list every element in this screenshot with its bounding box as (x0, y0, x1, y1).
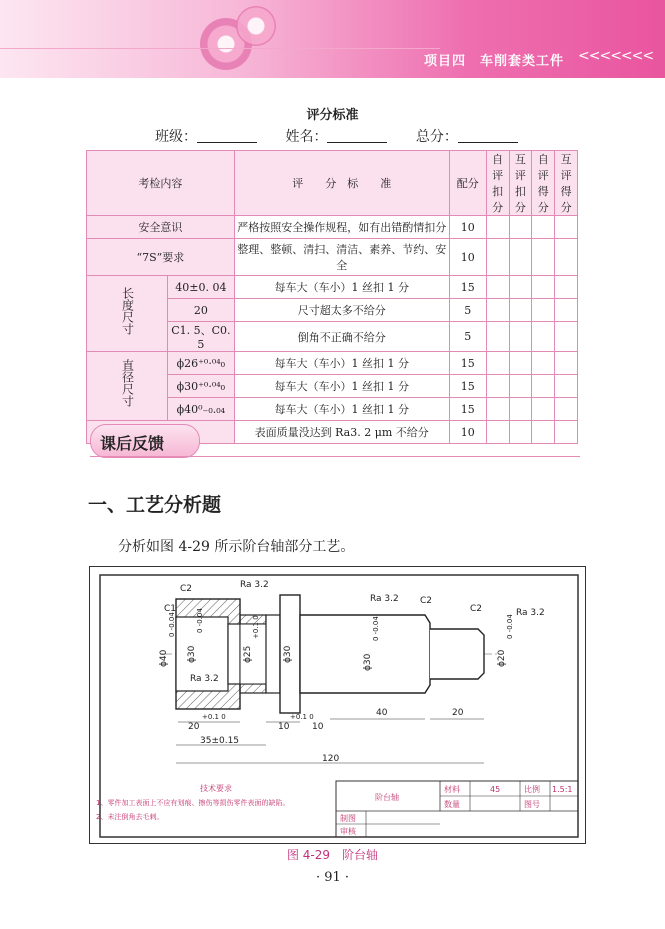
score-cell: 5 (449, 322, 486, 352)
table-header-cell: 自评 得分 (532, 151, 555, 216)
item-cell: “7S”要求 (87, 239, 235, 276)
dim-text: ϕ25 (243, 645, 253, 663)
dim-text: 20 (188, 722, 200, 732)
page-header (0, 0, 665, 78)
shaft-section-20 (430, 629, 484, 679)
item-cell: 40±0. 04 (168, 276, 235, 299)
table-header-cell: 互评 扣分 (509, 151, 532, 216)
header-rule (0, 48, 440, 49)
banner-rule (90, 456, 580, 457)
item-cell: C1. 5、C0. 5 (168, 322, 235, 352)
criteria-cell: 每车大（车小）1 丝扣 1 分 (234, 276, 449, 299)
score-cell: 10 (449, 421, 486, 444)
dim-text: 35±0.15 (200, 736, 240, 746)
roughness-label: Ra 3.2 (370, 594, 399, 604)
score-cell: 15 (449, 375, 486, 398)
gear-icon (236, 6, 276, 46)
score-title: 评分标准 (306, 108, 359, 123)
score-cell: 10 (449, 239, 486, 276)
table-row (87, 276, 578, 299)
total-blank (458, 128, 518, 143)
item-cell: ϕ30⁺⁰·⁰⁴₀ (168, 375, 235, 398)
dim-tol: 0 -0.04 (372, 616, 380, 641)
chamfer-label: C2 (420, 596, 433, 606)
chamfer-label: C2 (180, 584, 193, 594)
technical-drawing (89, 566, 586, 844)
scale-label: 比例 (524, 785, 540, 794)
dim-text: ϕ20 (497, 649, 507, 667)
drawn-label: 制图 (340, 814, 356, 823)
qty-label: 数量 (444, 800, 460, 809)
chamfer-label: C2 (470, 604, 483, 614)
dim-tol: 0 -0.04 (168, 612, 176, 637)
question-text: 分析如图 4-29 所示阶台轴部分工艺。 (118, 539, 355, 555)
drawing-no-label: 图号 (524, 800, 540, 809)
part-name: 阶台轴 (375, 793, 399, 802)
groove (266, 615, 280, 693)
dim-text: ϕ30 (283, 645, 293, 663)
table-header-cell: 考检内容 (87, 151, 235, 216)
dim-tol: 0 -0.04 (506, 614, 514, 639)
roughness-label: Ra 3.2 (190, 674, 219, 684)
student-fields (155, 126, 542, 146)
dim-text: 120 (322, 754, 340, 764)
criteria-cell: 每车大（车小）1 丝扣 1 分 (234, 398, 449, 421)
dim-text: ϕ30 (187, 645, 197, 663)
notes-line: 2、未注倒角去毛刺。 (96, 813, 164, 821)
roughness-label: Ra 3.2 (240, 580, 269, 590)
item-cell: ϕ26⁺⁰·⁰⁴₀ (168, 352, 235, 375)
feedback-title: 课后反馈 (100, 434, 165, 453)
name-blank (327, 128, 387, 143)
class-blank (197, 128, 257, 143)
dim-text: 20 (452, 708, 464, 718)
chamfer-label: C1 (164, 604, 177, 614)
group-label: 长度尺寸 (120, 286, 135, 335)
scale-value: 1.5:1 (552, 785, 573, 794)
group-label: 直径尺寸 (120, 359, 135, 407)
criteria-cell: 每车大（车小）1 丝扣 1 分 (234, 352, 449, 375)
material-label: 材料 (444, 785, 460, 794)
group-cell (87, 276, 168, 352)
item-cell: ϕ40⁰₋₀.₀₄ (168, 398, 235, 421)
table-row (87, 216, 578, 239)
dim-tol: +0.1 0 (290, 713, 314, 721)
dim-text: 10 (312, 722, 324, 732)
dim-tol: +0.1 0 (252, 615, 260, 639)
table-row (87, 352, 578, 375)
table-header-cell: 配分 (449, 151, 486, 216)
table-row (87, 239, 578, 276)
score-cell: 10 (449, 216, 486, 239)
section-title: 一、工艺分析题 (88, 494, 222, 516)
checked-label: 审核 (340, 827, 356, 836)
criteria-cell: 每车大（车小）1 丝扣 1 分 (234, 375, 449, 398)
criteria-cell: 尺寸超太多不给分 (234, 299, 449, 322)
score-cell: 15 (449, 398, 486, 421)
criteria-cell: 倒角不正确不给分 (234, 322, 449, 352)
dim-text: 10 (278, 722, 290, 732)
dim-tol: +0.1 0 (202, 713, 226, 721)
table-header-cell: 评 分 标 准 (234, 151, 449, 216)
criteria-cell: 整理、整顿、清扫、清洁、素养、节约、安全 (234, 239, 449, 276)
chevron-decoration: <<<<<<< (578, 48, 654, 64)
total-label: 总分： (415, 129, 458, 145)
class-label: 班级： (155, 129, 197, 145)
table-header-cell: 自评 扣分 (486, 151, 509, 216)
table-header-row (87, 151, 578, 216)
score-table (86, 150, 578, 444)
criteria-cell: 严格按照安全操作规程，如有出错酌情扣分 (234, 216, 449, 239)
item-cell: 安全意识 (87, 216, 235, 239)
criteria-cell: 表面质量没达到 Ra3. 2 μm 不给分 (234, 421, 449, 444)
figure-caption: 图 4-29 阶台轴 (286, 848, 379, 862)
dim-tol: 0 -0.04 (196, 608, 204, 633)
material-value: 45 (490, 785, 501, 794)
table-header-cell: 互评 得分 (555, 151, 578, 216)
score-cell: 5 (449, 299, 486, 322)
item-cell: 20 (168, 299, 235, 322)
dim-text: 40 (376, 708, 388, 718)
score-cell: 15 (449, 352, 486, 375)
dim-text: ϕ40 (159, 649, 169, 667)
roughness-label: Ra 3.2 (516, 608, 545, 618)
page-number: · 91 · (315, 870, 350, 885)
notes-line: 1、零件加工表面上不应有划痕、擦伤等损伤零件表面的缺陷。 (96, 799, 290, 807)
dim-text: ϕ30 (363, 653, 373, 671)
score-cell: 15 (449, 276, 486, 299)
shaft-drawing-svg (90, 567, 585, 843)
notes-title: 技术要求 (200, 784, 232, 793)
chapter-title: 项目四 车削套类工件 (424, 54, 565, 69)
group-cell (87, 352, 168, 421)
name-label: 姓名： (285, 129, 328, 145)
